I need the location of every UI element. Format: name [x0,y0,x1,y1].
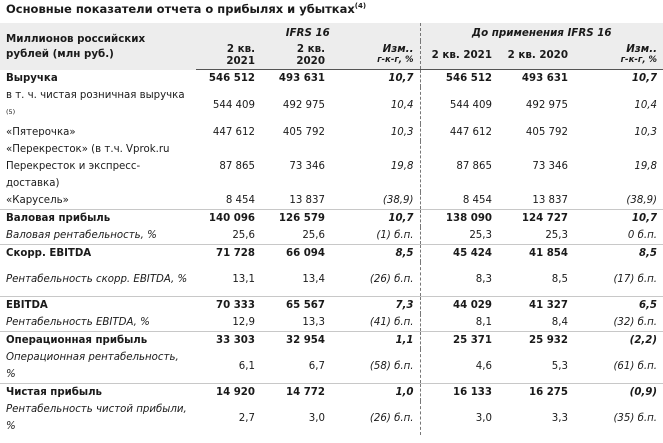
cell: 45 424 [420,245,498,263]
cell: 124 727 [498,210,574,228]
cell: 8,5 [331,245,420,263]
cell: 10,7 [631,73,658,84]
header-change-label: Изм.. [382,43,414,55]
header-group-ifrs16: IFRS 16 [196,23,420,41]
cell: (35) б.п. [613,412,658,424]
cell: 19,8 [634,161,658,173]
header-q2-2020: 2 кв. 2020 [261,41,331,70]
cell: (38,9) [626,195,658,207]
cell: (26) б.п. [369,273,414,285]
row-label [0,87,196,124]
row-footnote: (5) [6,108,16,116]
table-row-net-retail-revenue [0,87,663,124]
cell: 87 865 [219,161,255,173]
cell: 25 371 [420,332,498,350]
cell: (26) б.п. [369,412,414,424]
cell: 8,1 [420,314,498,332]
cell: 3,3 [551,412,568,424]
cell: 6,1 [238,360,255,372]
table-row-ebitda [0,297,663,315]
cell: 544 409 [212,100,255,112]
table-row-net-margin [0,401,663,435]
cell: 6,7 [308,360,325,372]
cell: 25,3 [420,227,498,245]
table-row-operating-margin [0,349,663,384]
cell: 8 454 [225,195,255,207]
page-title-text: Основные показатели отчета о прибылях и убытках [6,2,355,16]
cell: 41 854 [498,245,574,263]
cell: 4,6 [420,349,498,384]
cell: 492 975 [525,100,568,112]
cell: 13,3 [302,317,325,329]
table-row-karusel [0,192,663,210]
row-label: Рентабельность чистой прибыли, % [6,404,187,433]
cell: 126 579 [261,210,331,228]
cell: 447 612 [420,124,498,141]
table-row-adj-ebitda-margin [0,262,663,297]
cell: 5,3 [551,360,568,372]
header-change-label-pre: Изм.. [626,43,658,55]
header-change [331,41,420,70]
cell: 70 333 [196,297,261,315]
cell: 1,0 [331,384,420,402]
cell: 25,6 [302,230,325,242]
cell: 493 631 [521,73,568,84]
header-q2-2021-pre: 2 кв. 2021 [420,41,498,70]
row-label: «Перекресток» (в т.ч. Vprok.ru Перекресток и экспресс-доставка) [6,144,170,190]
cell: 138 090 [420,210,498,228]
cell: (17) б.п. [613,273,658,285]
cell: 492 975 [282,100,325,112]
cell: 8,3 [420,262,498,297]
cell: 140 096 [196,210,261,228]
table-row-gross-profit [0,210,663,228]
row-label: «Карусель» [6,195,69,207]
cell: 13,4 [302,273,325,285]
page-title [6,2,656,16]
header-group-pre-ifrs16: До применения IFRS 16 [420,23,663,41]
table-row-adj-ebitda [0,245,663,263]
table-row-ebitda-margin [0,314,663,332]
cell: 13 837 [532,195,568,207]
row-label: Чистая прибыль [0,384,196,402]
cell: 25,3 [545,230,568,242]
table-row-gross-margin [0,227,663,245]
cell: 16 275 [498,384,574,402]
row-label: EBITDA [0,297,196,315]
cell: 19,8 [390,161,414,173]
cell: (41) б.п. [369,317,414,329]
cell: (2,2) [574,332,663,350]
table-row-revenue [0,70,663,88]
cell: 16 133 [420,384,498,402]
cell: 25,6 [232,230,255,242]
cell: 25 932 [498,332,574,350]
table-row-pyaterochka [0,124,663,141]
row-label: Выручка [6,72,58,84]
cell: 13,1 [232,273,255,285]
cell: 1,1 [331,332,420,350]
cell: 71 728 [196,245,261,263]
cell: 33 303 [196,332,261,350]
cell: 13 837 [289,195,325,207]
cell: 7,3 [331,297,420,315]
cell: 2,7 [238,412,255,424]
cell: 10,3 [390,127,414,139]
cell: 6,5 [574,297,663,315]
cell: 493 631 [278,73,325,84]
title-footnote: (4) [354,2,367,11]
cell: 546 512 [420,70,498,88]
cell: 65 567 [261,297,331,315]
cell: 66 094 [261,245,331,263]
cell: 405 792 [282,127,325,139]
row-label: «Пятерочка» [6,127,76,139]
row-label: Операционная прибыль [0,332,196,350]
cell: 10,7 [331,210,420,228]
header-change-sub: г-к-г, % [377,55,414,65]
cell: 10,7 [388,73,414,84]
cell: 73 346 [289,161,325,173]
cell: 10,3 [634,127,658,139]
cell: 544 409 [420,87,498,124]
row-label: Операционная рентабельность, % [6,352,179,381]
header-change-pre [574,41,663,70]
table-row-operating-profit [0,332,663,350]
header-q2-2020-pre: 2 кв. 2020 [498,41,574,70]
cell: 14 920 [196,384,261,402]
cell: 41 327 [498,297,574,315]
row-label: Валовая рентабельность, % [6,230,157,242]
cell: (38,9) [382,195,414,207]
table-header [0,23,663,70]
cell: 10,7 [574,210,663,228]
cell: 546 512 [208,73,255,84]
cell: 405 792 [525,127,568,139]
cell: 73 346 [532,161,568,173]
table-row-net-profit [0,384,663,402]
cell: 10,4 [634,100,658,112]
row-label-text: в т. ч. чистая розничная выручка [6,90,185,101]
cell: 8 454 [420,192,498,210]
cell: 3,0 [308,412,325,424]
cell: 0 б.п. [627,230,658,242]
cell: 3,0 [420,401,498,435]
row-label: Рентабельность скорр. EBITDA, % [6,273,188,285]
cell: 10,4 [390,100,414,112]
cell: (32) б.п. [613,317,658,329]
cell: 14 772 [261,384,331,402]
header-unit-label: Миллионов российских рублей (млн руб.) [0,23,196,70]
row-label: Валовая прибыль [0,210,196,228]
cell: (1) б.п. [376,230,414,242]
pnl-table [0,23,663,435]
table-row-perekrestok [0,141,663,192]
cell: 447 612 [212,127,255,139]
cell: (0,9) [574,384,663,402]
cell: 32 954 [261,332,331,350]
table-body [0,70,663,436]
cell: 44 029 [420,297,498,315]
cell: 8,5 [574,245,663,263]
cell: (61) б.п. [613,360,658,372]
header-q2-2021: 2 кв. 2021 [196,41,261,70]
header-change-sub-pre: г-к-г, % [620,55,658,65]
row-label: Скорр. EBITDA [0,245,196,263]
cell: 12,9 [232,317,255,329]
pnl-table-container [0,23,663,435]
cell: 87 865 [420,141,498,192]
cell: 8,4 [551,317,568,329]
cell: (58) б.п. [369,360,414,372]
cell: 8,5 [551,273,568,285]
row-label: Рентабельность EBITDA, % [6,317,150,329]
